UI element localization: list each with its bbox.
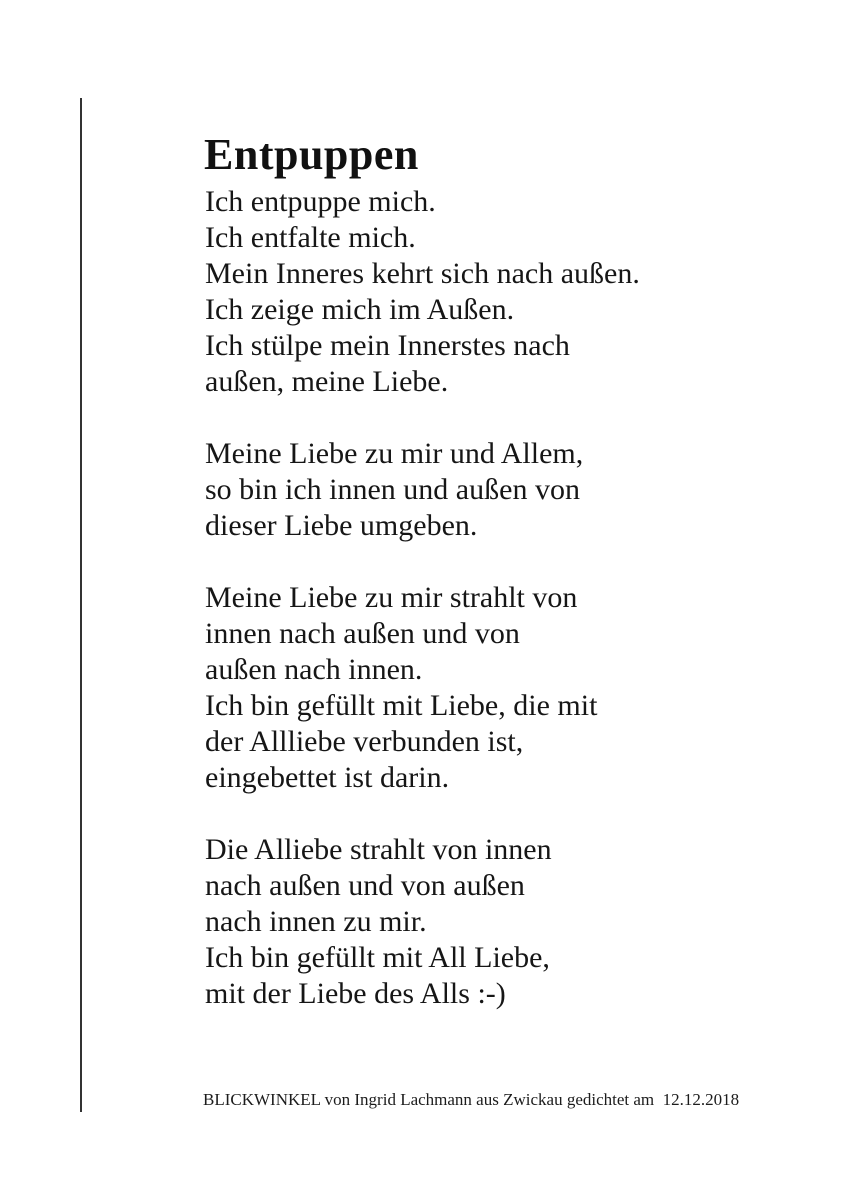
stanza [205,436,640,544]
left-margin-rule [80,98,82,1112]
poem-line: außen, meine Liebe. [205,365,449,398]
poem-line: Meine Liebe zu mir strahlt von [205,581,578,614]
poem-line: Die Alliebe strahlt von innen [205,833,552,866]
poem-line: Ich bin gefüllt mit Liebe, die mit [205,689,598,722]
poem-line: Ich stülpe mein Innerstes nach [205,329,570,362]
poem-line: dieser Liebe umgeben. [205,509,478,542]
poem-line: Ich entpuppe mich. [205,185,436,218]
poem-title: Entpuppen [204,130,419,180]
poem-line: nach innen zu mir. [205,905,427,938]
poem-line: Ich entfalte mich. [205,221,416,254]
poem-line: Ich bin gefüllt mit All Liebe, [205,941,550,974]
poem-line: mit der Liebe des Alls :-) [205,977,506,1010]
poem-line: Mein Inneres kehrt sich nach außen. [205,257,640,290]
stanza [205,832,640,1012]
poem-line: eingebettet ist darin. [205,761,450,794]
poem-body [205,184,640,1012]
poem-line: der Allliebe verbunden ist, [205,725,524,758]
poem-line: Meine Liebe zu mir und Allem, [205,437,584,470]
poem-line: innen nach außen und von [205,617,520,650]
footer-attribution: BLICKWINKEL von Ingrid Lachmann aus Zwickau gedichtet am 12.12.2018 [203,1090,740,1109]
stanza [205,184,640,400]
poem-line: außen nach innen. [205,653,423,686]
poem-line: so bin ich innen und außen von [205,473,580,506]
poem-line: Ich zeige mich im Außen. [205,293,515,326]
stanza [205,580,640,796]
poem-line: nach außen und von außen [205,869,525,902]
